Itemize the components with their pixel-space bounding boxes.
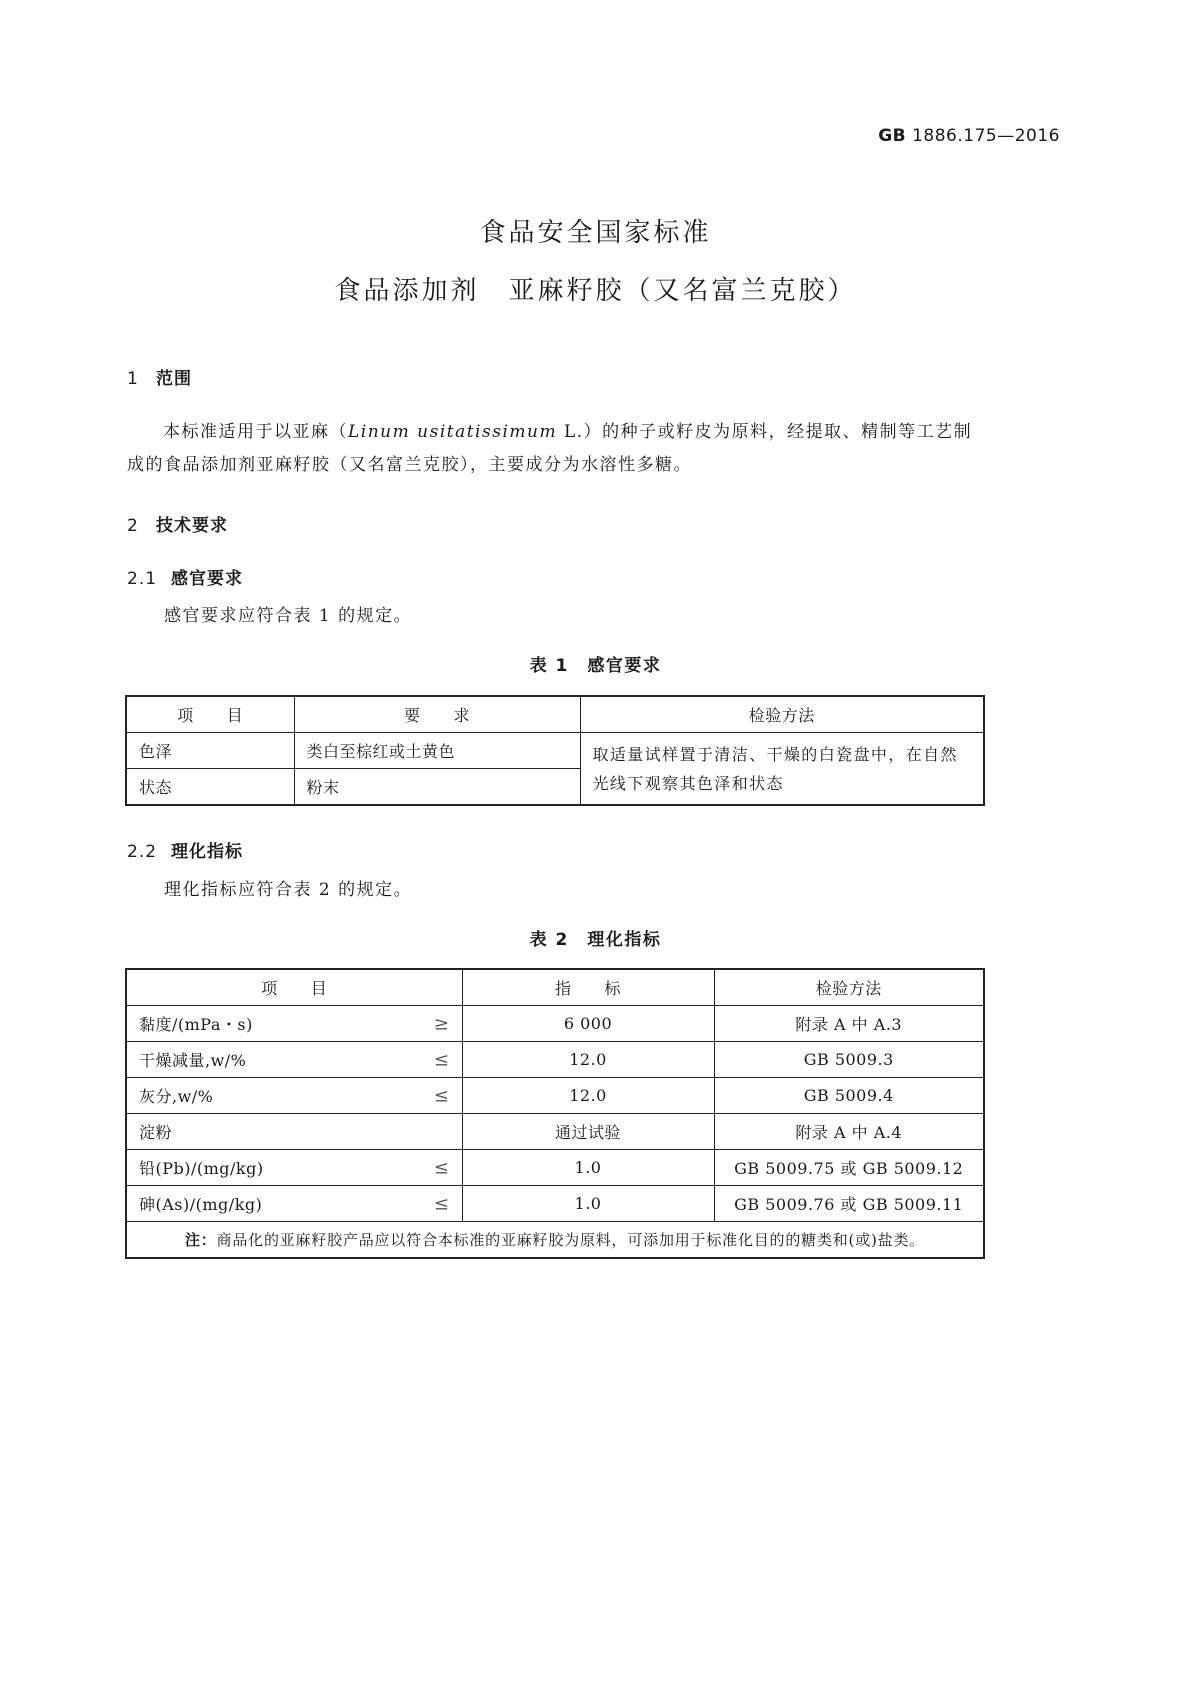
table-2-method: 附录 A 中 A.3 <box>714 1006 984 1042</box>
section-2-1-heading <box>127 564 243 589</box>
scope-text-part-b: L.）的种子或籽皮为原料，经提取、精制等工艺制成的食品添加剂亚麻籽胶（又名富兰克胶），主要成分为水溶性多糖。 <box>127 422 973 475</box>
table-2-method: GB 5009.75 或 GB 5009.12 <box>714 1150 984 1186</box>
section-2-1-paragraph: 感官要求应符合表 1 的规定。 <box>164 606 413 626</box>
table-2-item: 干燥减量,w/% <box>139 1051 247 1070</box>
table-row <box>126 1006 984 1042</box>
table-row <box>126 1042 984 1078</box>
section-2-2-number: 2.2 <box>127 842 158 862</box>
table-2-item-cell <box>126 1078 462 1114</box>
table-2-method: GB 5009.76 或 GB 5009.11 <box>714 1186 984 1222</box>
section-1-paragraph <box>127 416 987 482</box>
table-1-caption: 表 1 感官要求 <box>529 656 662 676</box>
table-2-operator: ≤ <box>433 1049 450 1070</box>
table-2-note-text: 商品化的亚麻籽胶产品应以符合本标准的亚麻籽胶为原料，可添加用于标准化目的的糖类和(或)盐类。 <box>216 1231 926 1249</box>
table-1-header-requirement: 要 求 <box>294 696 580 733</box>
table-2-operator: ≤ <box>433 1157 450 1178</box>
table-row <box>126 1114 984 1150</box>
section-2-2-heading <box>127 837 243 862</box>
table-2-operator: ≤ <box>433 1193 450 1214</box>
table-row <box>126 1186 984 1222</box>
table-1-requirement-state: 粉末 <box>294 769 580 806</box>
table-2-operator: ≤ <box>433 1085 450 1106</box>
section-2-2-paragraph: 理化指标应符合表 2 的规定。 <box>164 880 413 900</box>
table-2-note <box>126 1222 984 1259</box>
table-1-method: 取适量试样置于清洁、干燥的白瓷盘中，在自然光线下观察其色泽和状态 <box>580 733 984 806</box>
table-2-item-cell <box>126 1114 462 1150</box>
table-2-value: 12.0 <box>462 1042 714 1078</box>
table-2-item: 黏度/(mPa・s) <box>139 1015 253 1034</box>
table-1-header-item: 项 目 <box>126 696 294 733</box>
scope-text-part-a: 本标准适用于以亚麻（ <box>163 422 348 442</box>
table-2-method: 附录 A 中 A.4 <box>714 1114 984 1150</box>
table-2-caption: 表 2 理化指标 <box>529 930 662 950</box>
section-2-1-title: 感官要求 <box>171 569 243 589</box>
standard-code-prefix: GB <box>878 126 907 146</box>
document-title-main: 食品安全国家标准 <box>479 218 712 248</box>
section-2-heading <box>127 511 228 536</box>
table-row <box>126 1150 984 1186</box>
scope-latin-name: Linum usitatissimum <box>348 422 558 442</box>
table-row <box>126 1078 984 1114</box>
table-2-physicochemical <box>125 968 985 1259</box>
table-2-item: 铅(Pb)/(mg/kg) <box>139 1159 264 1178</box>
table-2-value: 1.0 <box>462 1186 714 1222</box>
table-2-item: 淀粉 <box>139 1123 173 1142</box>
section-2-title: 技术要求 <box>156 516 228 536</box>
section-2-number: 2 <box>127 516 139 536</box>
section-2-1-number: 2.1 <box>127 569 158 589</box>
table-2-header-item: 项 目 <box>126 969 462 1006</box>
table-1-item-color: 色泽 <box>126 733 294 769</box>
table-row <box>126 733 984 769</box>
table-2-value: 12.0 <box>462 1078 714 1114</box>
section-1-heading <box>127 364 192 389</box>
table-1-header-method: 检验方法 <box>580 696 984 733</box>
table-2-item-cell <box>126 1186 462 1222</box>
section-1-number: 1 <box>127 369 139 389</box>
table-1-item-state: 状态 <box>126 769 294 806</box>
section-1-title: 范围 <box>156 369 192 389</box>
table-2-value: 通过试验 <box>462 1114 714 1150</box>
table-2-note-label: 注： <box>184 1231 217 1249</box>
table-1-header-row <box>126 696 984 733</box>
table-2-header-value: 指 标 <box>462 969 714 1006</box>
table-2-note-row <box>126 1222 984 1259</box>
table-2-operator: ≥ <box>433 1013 450 1034</box>
table-1-requirement-color: 类白至棕红或土黄色 <box>294 733 580 769</box>
table-2-item-cell <box>126 1150 462 1186</box>
table-2-method: GB 5009.4 <box>714 1078 984 1114</box>
table-2-item-cell <box>126 1042 462 1078</box>
table-2-header-row <box>126 969 984 1006</box>
table-2-header-method: 检验方法 <box>714 969 984 1006</box>
table-1-sensory <box>125 695 985 806</box>
section-2-2-title: 理化指标 <box>171 842 243 862</box>
standard-code <box>878 126 1060 146</box>
table-2-method: GB 5009.3 <box>714 1042 984 1078</box>
table-2-item: 砷(As)/(mg/kg) <box>139 1195 263 1214</box>
table-2-value: 6 000 <box>462 1006 714 1042</box>
standard-code-number: 1886.175—2016 <box>912 126 1060 146</box>
document-title-sub: 食品添加剂 亚麻籽胶（又名富兰克胶） <box>334 276 857 306</box>
table-2-value: 1.0 <box>462 1150 714 1186</box>
table-2-item: 灰分,w/% <box>139 1087 214 1106</box>
table-2-item-cell <box>126 1006 462 1042</box>
